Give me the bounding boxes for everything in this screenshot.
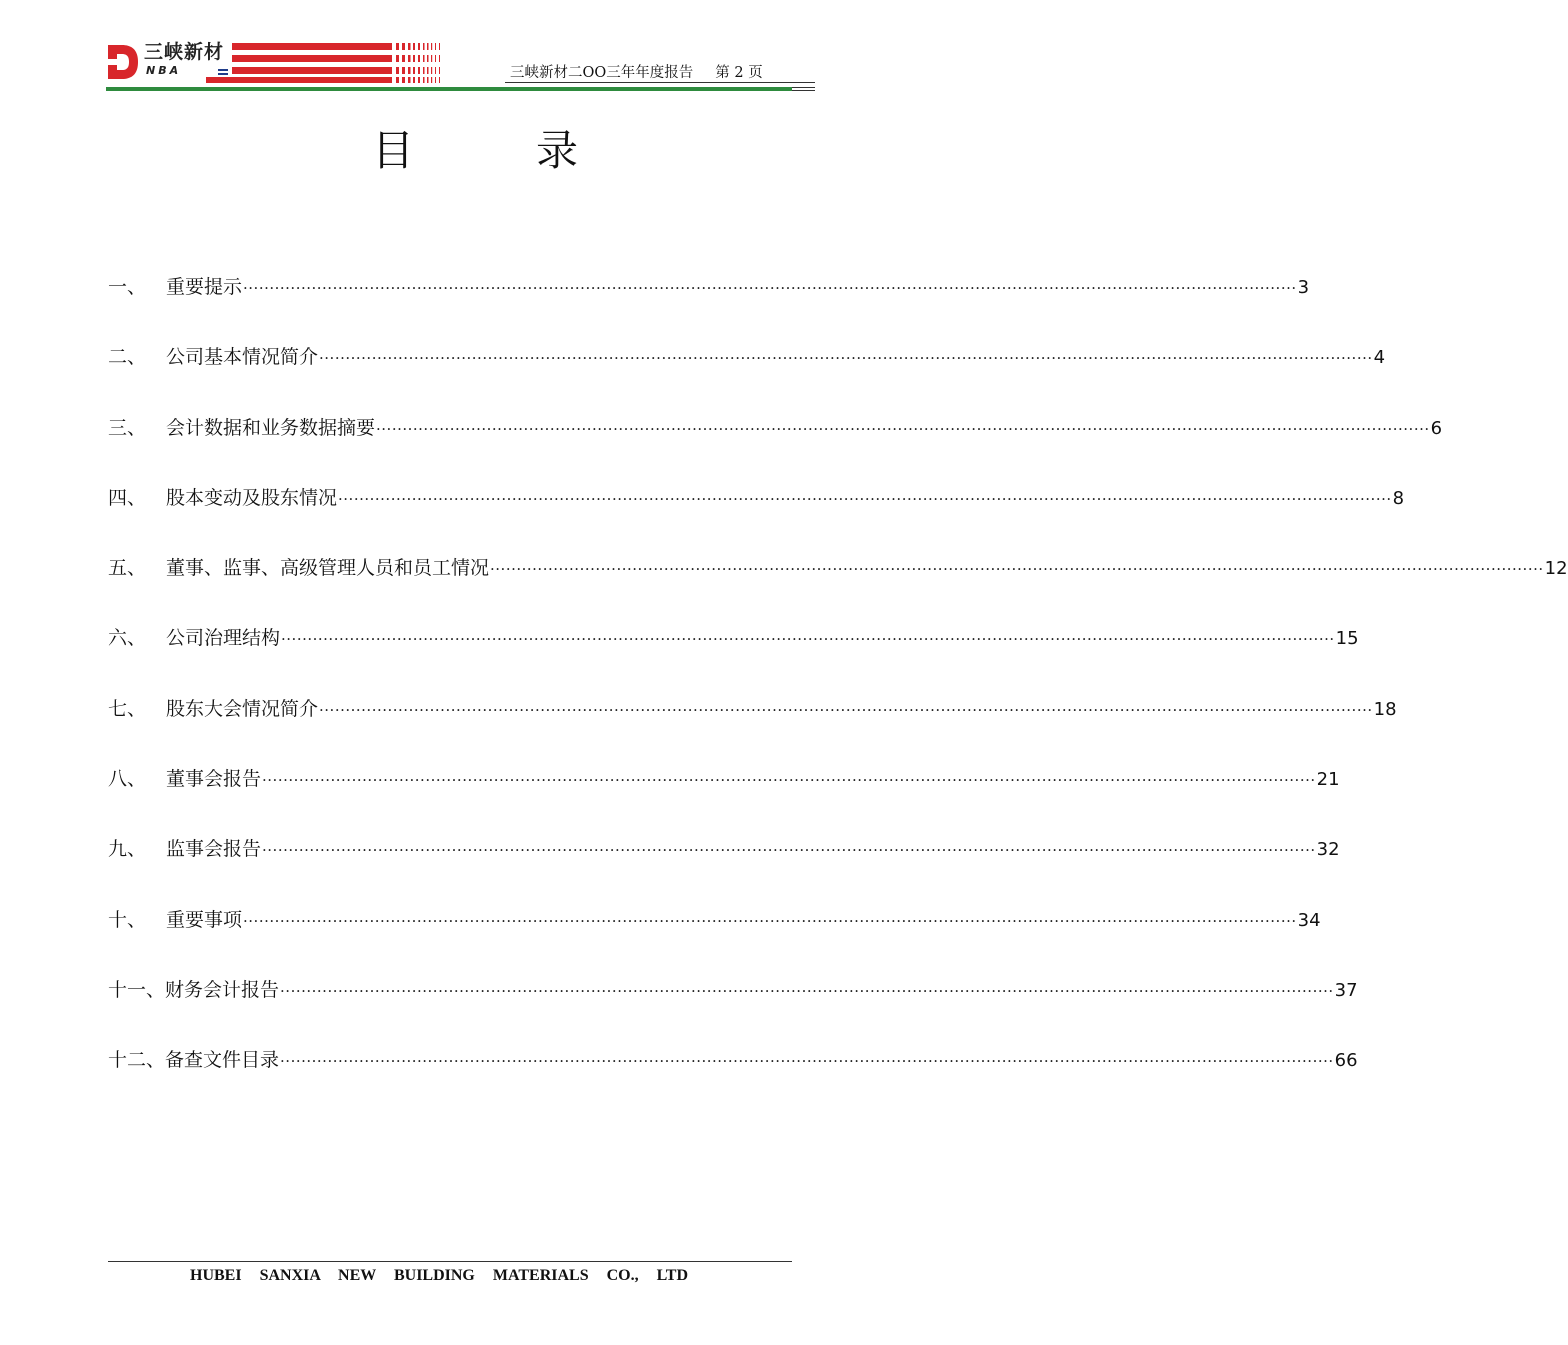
toc-entry-label: 备查文件目录 xyxy=(165,1049,280,1072)
toc-entry[interactable] xyxy=(108,623,1359,693)
toc-entry-number: 十一、 xyxy=(108,978,166,1001)
toc-entry-page: 3 xyxy=(1297,277,1310,298)
toc-leader-dots: ········································································································································································································ xyxy=(280,981,1334,1000)
toc-leader-dots: ········································································································································································································ xyxy=(262,771,1316,790)
toc-entry-page: 18 xyxy=(1373,698,1397,720)
toc-entry-label: 董事、监事、高级管理人员和员工情况 xyxy=(166,557,490,580)
toc-leader-dots: ········································································································································································································ xyxy=(319,700,1373,719)
toc-entry-number: 六、 xyxy=(108,627,147,650)
toc-entry-page: 12 xyxy=(1544,558,1568,580)
toc-entry-page: 66 xyxy=(1334,1050,1358,1072)
toc-entry-page: 6 xyxy=(1430,417,1443,439)
toc-entry-number: 四、 xyxy=(108,486,147,509)
toc-entry-number: 二、 xyxy=(108,346,147,369)
toc-entry-page: 15 xyxy=(1335,628,1359,650)
header-rule-thin xyxy=(505,82,815,83)
toc-entry[interactable] xyxy=(108,553,1568,623)
toc-entry[interactable] xyxy=(108,975,1358,1045)
toc-entry-number: 一、 xyxy=(108,276,147,298)
toc-entry-label: 监事会报告 xyxy=(166,838,262,861)
toc-entry-number: 九、 xyxy=(108,838,147,861)
logo-chinese-text: 三峡新材 xyxy=(144,41,225,63)
page-title xyxy=(0,118,950,178)
toc-entry[interactable] xyxy=(108,694,1397,764)
toc-entry-label: 重要提示 xyxy=(166,276,243,298)
toc-entry-label: 股本变动及股东情况 xyxy=(166,486,338,509)
header-rule-end-bottom xyxy=(792,90,815,91)
toc-leader-dots: ········································································································································································································ xyxy=(243,911,1297,930)
header-rule-green xyxy=(106,87,792,91)
toc-entry[interactable] xyxy=(108,905,1321,975)
toc-entry-label: 会计数据和业务数据摘要 xyxy=(166,416,376,439)
header-report-title xyxy=(510,61,763,82)
report-title-text: 三峡新材二OO三年年度报告 xyxy=(510,65,694,81)
toc-entry-label: 公司基本情况简介 xyxy=(166,346,319,369)
page-title-char-2: 录 xyxy=(536,126,579,175)
header-rule-end-top xyxy=(792,87,815,88)
toc-leader-dots: ········································································································································································································ xyxy=(338,489,1392,508)
toc-entry-number: 十二、 xyxy=(108,1049,166,1072)
toc-leader-dots: ········································································································································································································ xyxy=(376,419,1430,438)
footer-rule xyxy=(108,1261,792,1262)
logo-english-text: NBA xyxy=(146,64,182,77)
toc-entry-number: 五、 xyxy=(108,557,147,580)
toc-entry[interactable] xyxy=(108,834,1340,904)
toc-entry-number: 三、 xyxy=(108,416,147,439)
toc-entry-number: 七、 xyxy=(108,697,147,720)
toc-entry-page: 32 xyxy=(1316,839,1340,861)
toc-entry[interactable] xyxy=(108,483,1405,553)
toc-entry[interactable] xyxy=(108,764,1340,834)
toc-entry-label: 股东大会情况简介 xyxy=(166,697,319,720)
toc-leader-dots: ········································································································································································································ xyxy=(280,1052,1334,1071)
page-number-label: 第 2 页 xyxy=(715,65,763,81)
footer-company-name: HUBEI SANXIA NEW BUILDING MATERIALS CO., LTD xyxy=(190,1267,689,1284)
logo-d-mark-icon xyxy=(106,43,140,81)
toc-leader-dots: ········································································································································································································ xyxy=(281,630,1335,649)
table-of-contents xyxy=(108,272,1568,1116)
toc-entry-label: 董事会报告 xyxy=(166,768,262,791)
toc-entry-number: 十、 xyxy=(108,908,147,931)
toc-entry-page: 8 xyxy=(1392,487,1405,509)
toc-entry-number: 八、 xyxy=(108,768,147,791)
toc-leader-dots: ········································································································································································································ xyxy=(490,560,1544,579)
toc-leader-dots: ········································································································································································································ xyxy=(243,279,1297,297)
toc-leader-dots: ········································································································································································································ xyxy=(262,841,1316,860)
logo-stripes-icon xyxy=(232,43,452,85)
toc-entry[interactable] xyxy=(108,413,1443,483)
toc-entry-label: 公司治理结构 xyxy=(166,627,281,650)
toc-entry-label: 财务会计报告 xyxy=(165,978,280,1001)
page-title-char-1: 目 xyxy=(371,126,414,175)
toc-entry[interactable] xyxy=(108,342,1386,412)
company-logo xyxy=(106,41,451,85)
toc-entry[interactable] xyxy=(108,272,1310,342)
toc-entry-page: 34 xyxy=(1297,909,1321,931)
toc-entry-label: 重要事项 xyxy=(166,908,243,931)
toc-entry-page: 21 xyxy=(1316,769,1340,791)
toc-leader-dots: ········································································································································································································ xyxy=(319,349,1373,368)
toc-entry-page: 37 xyxy=(1334,979,1358,1001)
toc-entry[interactable] xyxy=(108,1045,1358,1115)
toc-entry-page: 4 xyxy=(1373,347,1386,369)
